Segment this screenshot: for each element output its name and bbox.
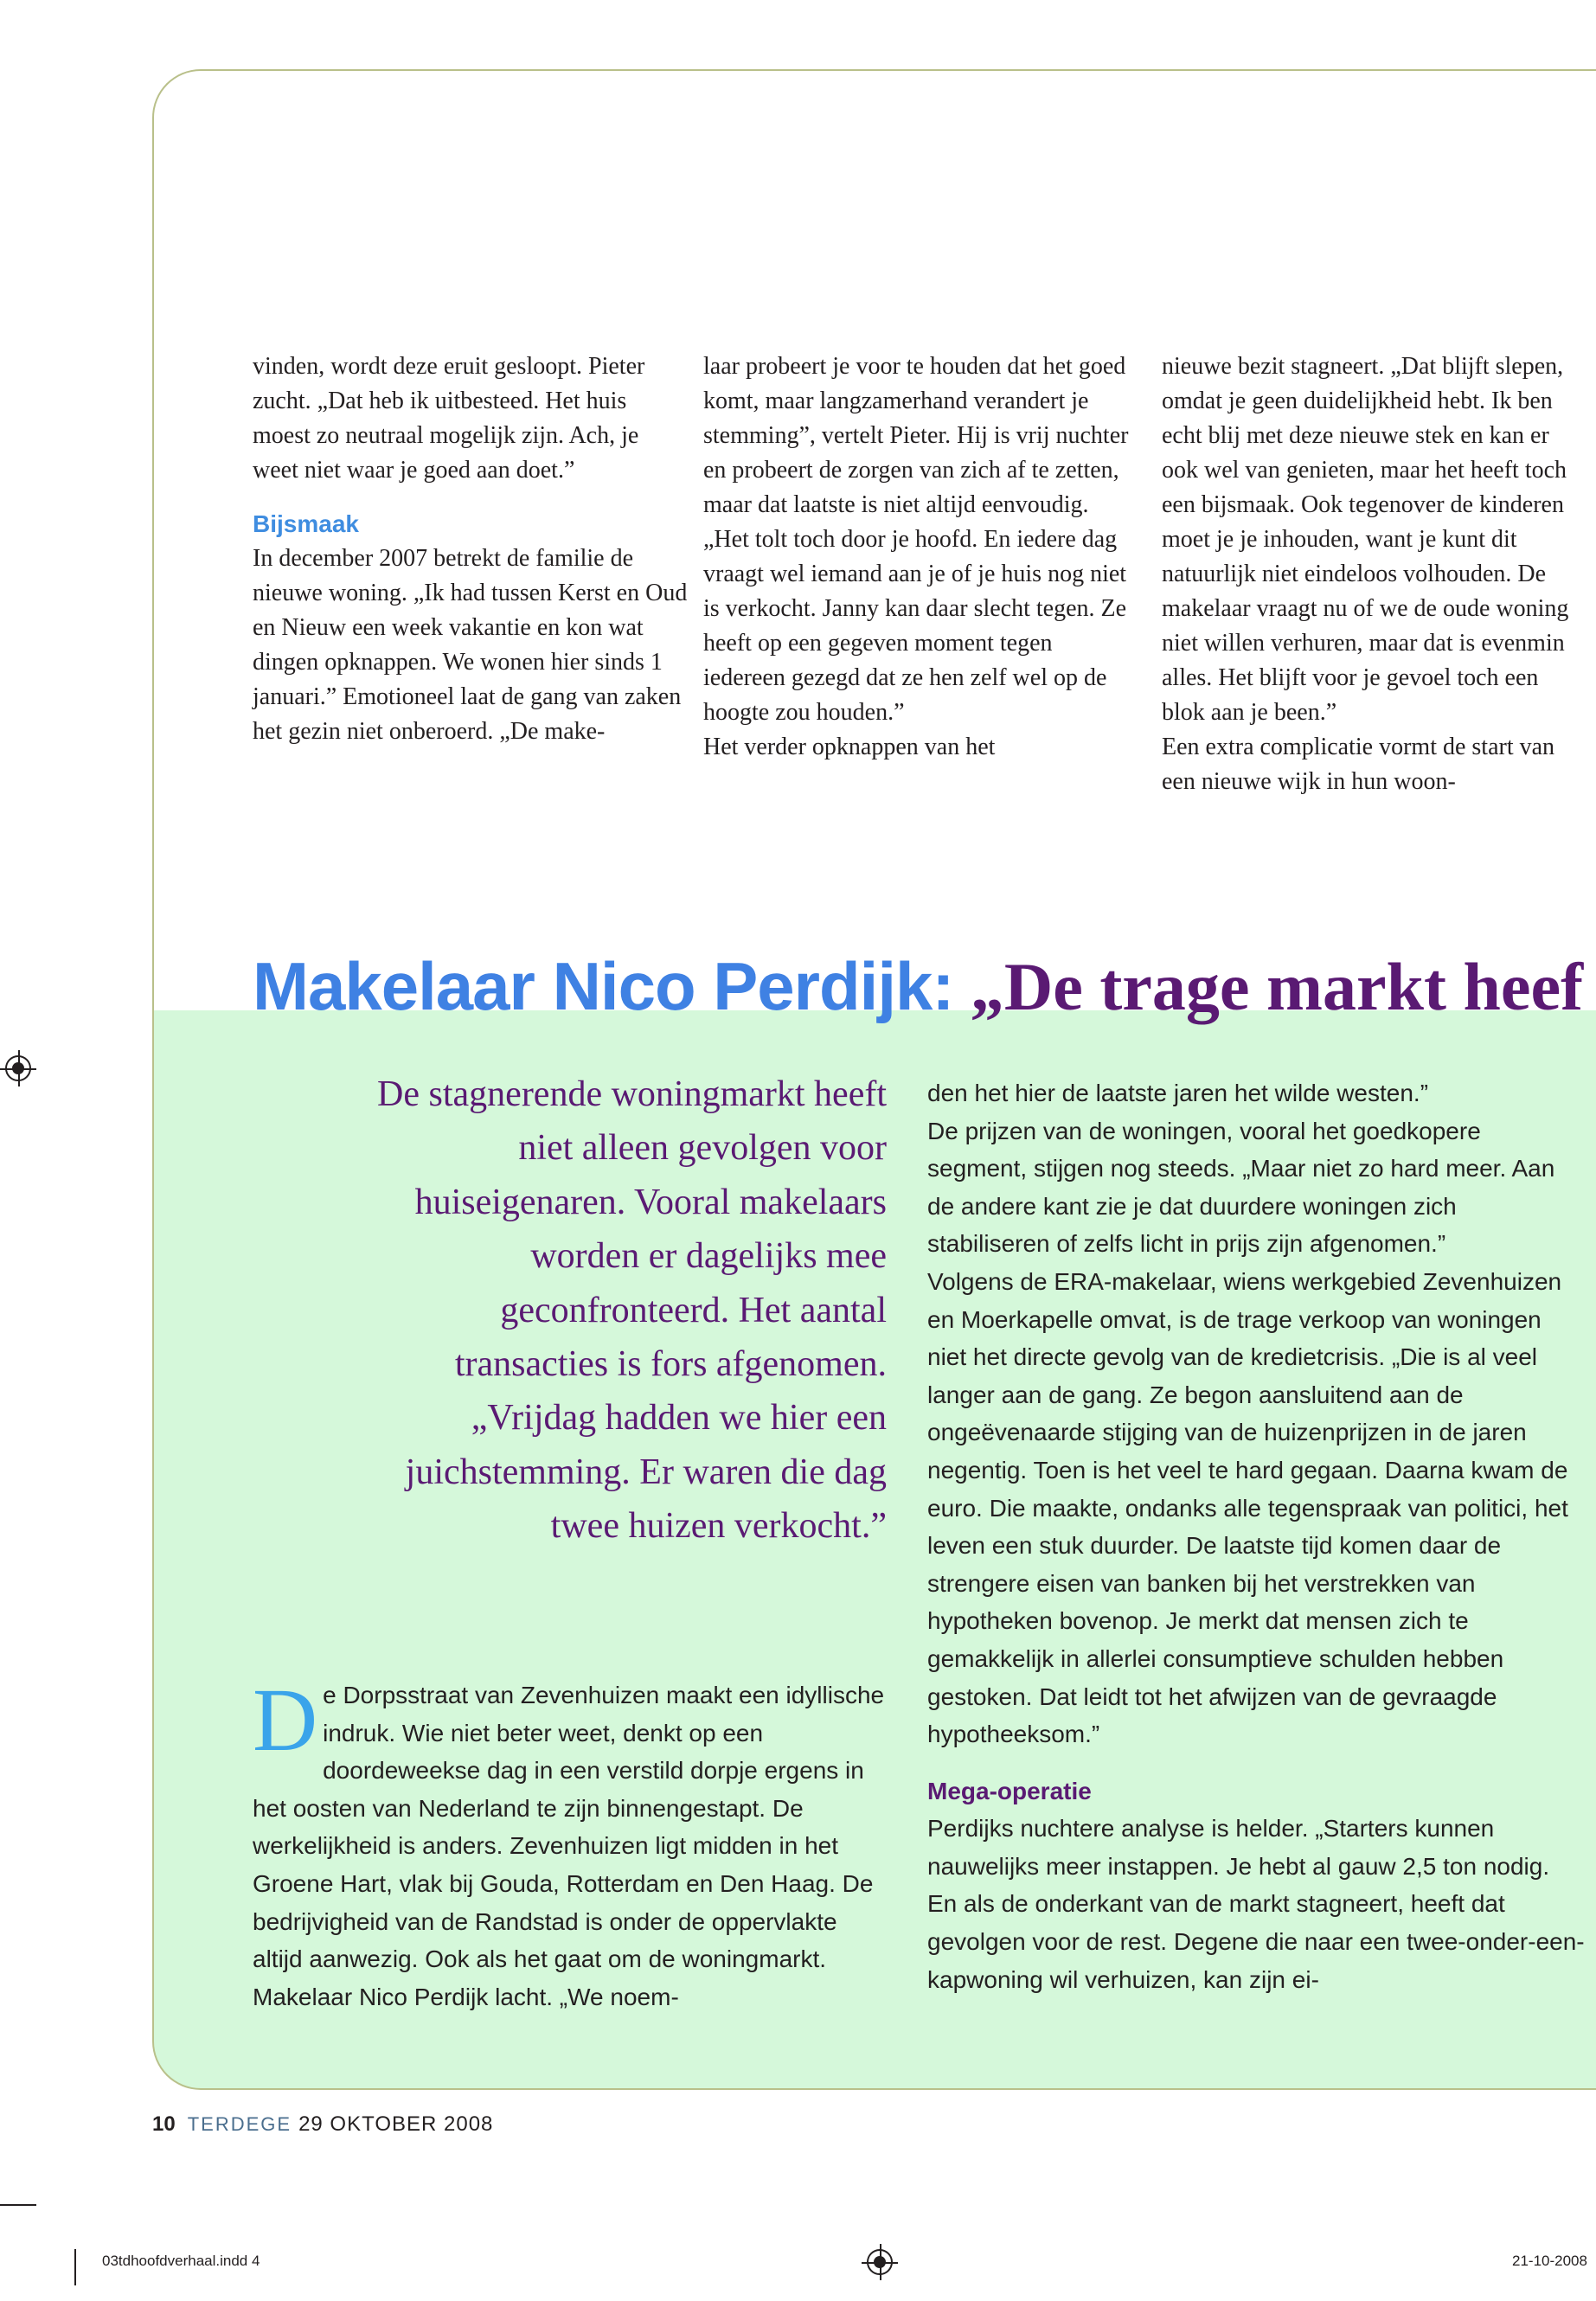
- slug-file-name: 03tdhoofdverhaal.indd 4: [102, 2253, 260, 2269]
- page-folio: [152, 2112, 493, 2137]
- slug-date: 21-10-2008: [1512, 2253, 1587, 2269]
- article-right-paragraph-1: den het hier de laatste jaren het wilde westen.”: [927, 1080, 1429, 1106]
- article-right-paragraph-3: Volgens de ERA-makelaar, wiens werkgebied Zevenhuizen en Moerkapelle omvat, is de trage verkoop van woningen niet het directe gevolg van de kredietcrisis. „Die is al veel langer aan de gang. Ze begon aansluitend aan de ongeëvenaarde stijging van de huizenprijzen in de jaren negentig. Toen is het veel te hard gegaan. Daarna kwam de euro. Die maakte, ondanks alle tegenspraak van politici, het leven een stuk duurder. De laatste tijd komen daar de strengere eisen van banken bij het verstrekken van hypotheken bovenop. Je merkt dat mensen zich te gemakkelijk in allerlei consumptieve schulden hebben gestoken. Dat leidt tot het afwijzen van de gevraagde hypotheeksom.”: [927, 1267, 1568, 1748]
- column-2-paragraph-2: Het verder opknappen van het: [703, 734, 996, 760]
- article-opening-text: e Dorpsstraat van Zevenhuizen maakt een idyllische indruk. Wie niet beter weet, denkt op een doordeweekse dag in een verstild dorpje ergens in het oosten van Nederland te zijn binnengestapt. De werkelijkheid is anders. Zevenhuizen ligt midden in het Groene Hart, vlak bij Gouda, Rotterdam en Den Haag. De bedrijvigheid van de Randstad is onder de oppervlakte altijd aanwezig. Ook als het gaat om de woningmarkt. Makelaar Nico Perdijk lacht. „We noem-: [253, 1682, 885, 2010]
- article-left-column: [253, 1670, 891, 2016]
- crop-mark: [74, 2249, 76, 2285]
- headline-name: Makelaar Nico Perdijk:: [253, 948, 954, 1024]
- magazine-name: TERDEGE: [187, 2113, 292, 2135]
- column-1-paragraph-2: In december 2007 betrekt de familie de nieuwe woning. „Ik had tussen Kerst en Oud en Nieuw een week vakantie en kon wat dingen opknappen. We wonen hier sinds 1 januari.” Emotioneel laat de gang van zaken het gezin niet onberoerd. „De make-: [253, 545, 688, 745]
- subhead-bijsmaak: Bijsmaak: [253, 510, 359, 537]
- subhead-mega-operatie: Mega-operatie: [927, 1777, 1092, 1804]
- crop-mark: [0, 2204, 36, 2206]
- column-3-paragraph-1: nieuwe bezit stagneert. „Dat blijft slepen, omdat je geen duidelijkheid hebt. Ik ben echt blij met deze nieuwe stek en kan er ook wel van genieten, maar het heeft toch een bijsmaak. Ook tegenover de kinderen moet je je inhouden, want je kunt dit natuurlijk niet eindeloos volhouden. De makelaar vraagt nu of we de oude woning niet willen verhuren, maar dat is evenmin alles. Het blijft voor je gevoel toch een blok aan je been.”: [1162, 353, 1569, 726]
- registration-mark-icon: [5, 1055, 31, 1081]
- article-right-column: [927, 1074, 1585, 1998]
- column-1: [253, 349, 689, 749]
- column-2-paragraph-1: laar probeert je voor te houden dat het goed komt, maar langzamerhand verandert je stemming”, vertelt Pieter. Hij is vrij nuchter en probeert de zorgen van zich af te zetten, maar dat laatste is niet altijd eenvoudig. „Het tolt toch door je hoofd. En iedere dag vraagt wel iemand aan je of je huis nog niet is verkocht. Janny kan daar slecht tegen. Ze heeft op een gegeven moment tegen iedereen gezegd dat ze hen zelf wel op de hoogte zou houden.”: [703, 353, 1129, 726]
- intro-paragraph: De stagnerende woningmarkt heeft niet alleen gevolgen voor huiseigenaren. Vooral makelaars worden er dagelijks mee geconfronteerd. Het aantal transacties is fors afgenomen. „Vrijdag hadden we hier een juichstemming. Er waren die dag twee huizen verkocht.”: [377, 1074, 887, 1547]
- column-3: [1162, 349, 1582, 799]
- article-right-paragraph-2: De prijzen van de woningen, vooral het goedkopere segment, stijgen nog steeds. „Maar niet zo hard meer. Aan de andere kant zie je dat duurdere woningen zich stabiliseren of zelfs licht in prijs zijn afgenomen.”: [927, 1117, 1555, 1258]
- column-2: [703, 349, 1129, 765]
- headline-quote: „De trage markt heef: [970, 949, 1584, 1024]
- article-headline: [253, 943, 1583, 1030]
- article-opening-paragraph: [253, 1670, 891, 2016]
- article-right-paragraph-4: Perdijks nuchtere analyse is helder. „Starters kunnen nauwelijks meer instappen. Je hebt al gauw 2,5 ton nodig. En als de onderkant van de markt stagneert, heeft dat gevolgen voor de rest. Degene die naar een twee-onder-een-kapwoning wil verhuizen, kan zijn ei-: [927, 1815, 1585, 1993]
- registration-mark-icon: [867, 2249, 893, 2275]
- issue-date: 29 OKTOBER 2008: [298, 2112, 494, 2136]
- column-1-paragraph-1: vinden, wordt deze eruit gesloopt. Pieter zucht. „Dat heb ik uitbesteed. Het huis moest zo neutraal mogelijk zijn. Ach, je weet niet waar je goed aan doet.”: [253, 353, 645, 484]
- drop-cap: D: [253, 1670, 318, 1770]
- page-number: 10: [152, 2112, 176, 2136]
- column-3-paragraph-2: Een extra complicatie vormt de start van een nieuwe wijk in hun woon-: [1162, 734, 1555, 795]
